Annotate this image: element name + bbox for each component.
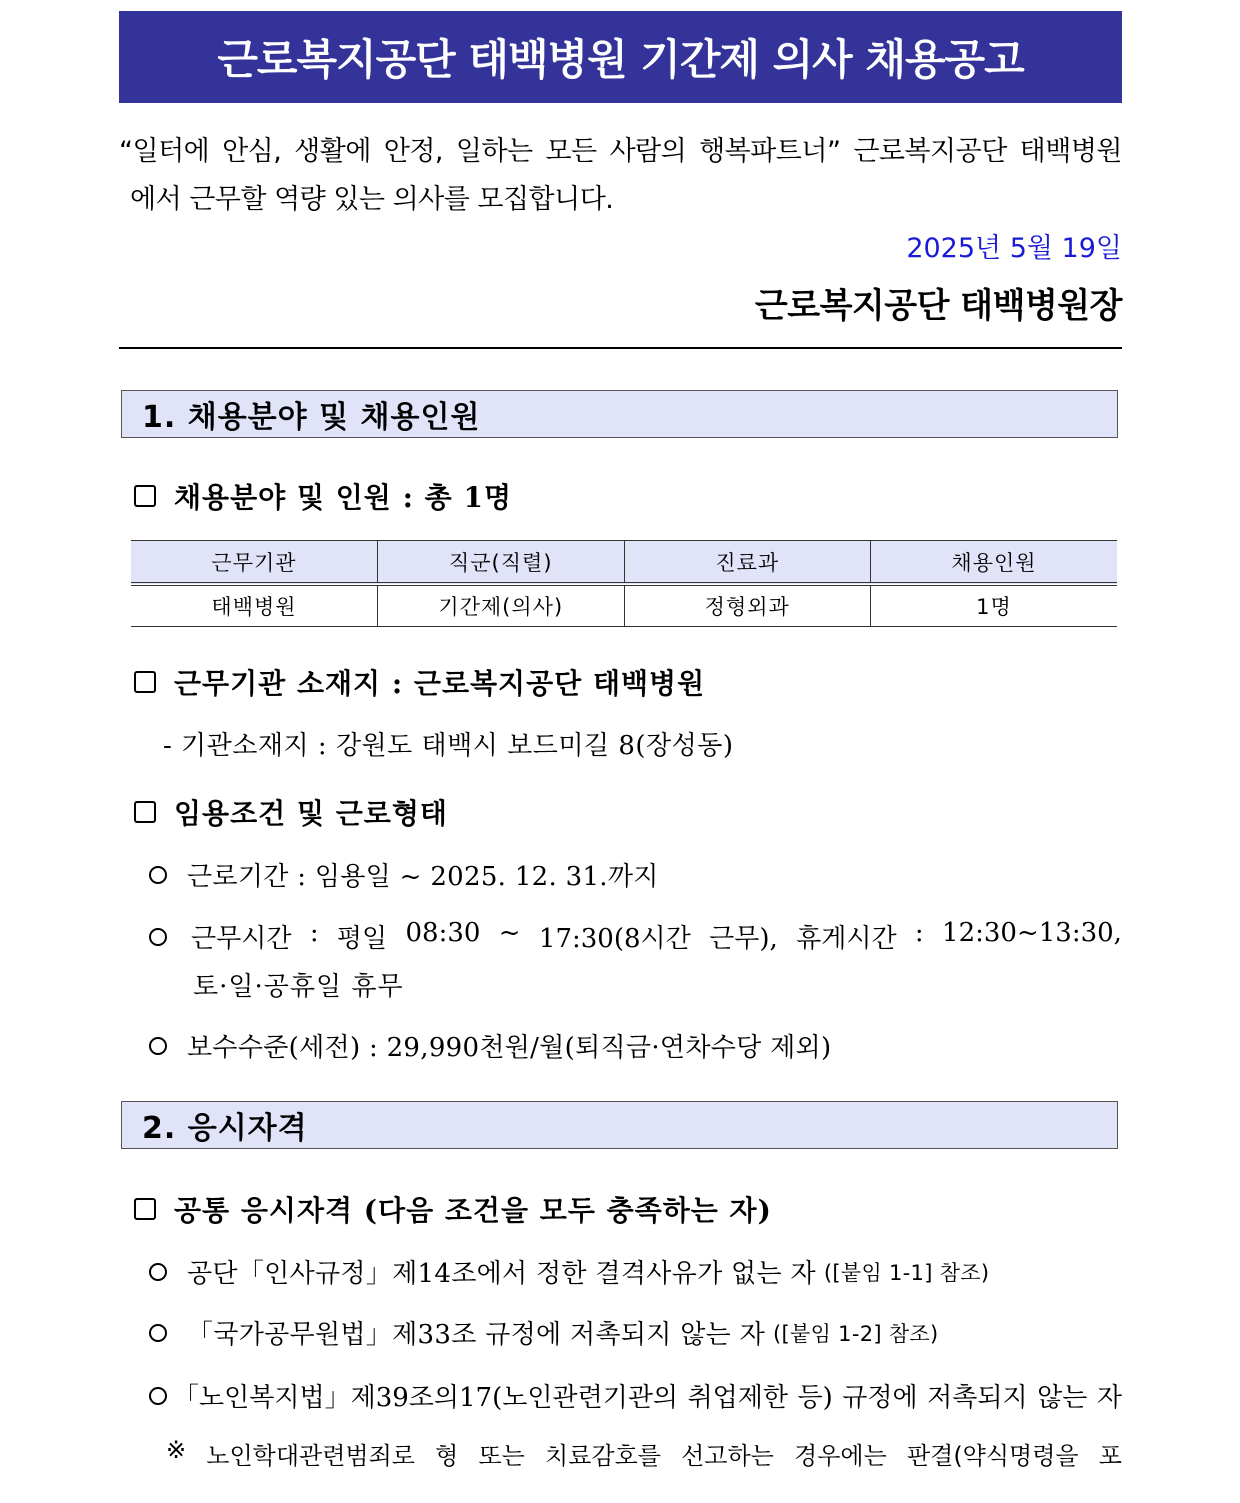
item-text: 임용조건 및 근로형태 [174, 797, 448, 830]
q3-word: 「노인복지법」제39조의17(노인관련기관의 [173, 1383, 679, 1413]
location-detail: - 기관소재지 : 강원도 태백시 보드미길 8(장성동) [163, 731, 734, 761]
hours-word: 휴게시간 [796, 924, 897, 954]
intro-word: 태백병원 [1019, 136, 1122, 167]
reference-note: ([붙임 1-2] 참조) [773, 1321, 939, 1346]
table-cell: 기간제(의사) [378, 584, 625, 627]
hours-word: 평일 [336, 924, 388, 954]
hours-text [191, 918, 1122, 955]
hours-word: ~ [498, 918, 521, 948]
hours-word: : [309, 918, 319, 948]
circle-bullet-icon [149, 1387, 167, 1405]
q3-word: 않는 [1037, 1383, 1088, 1413]
qualification-3 [149, 1377, 1122, 1414]
circle-bullet-icon [149, 1037, 167, 1055]
table-row [131, 584, 1117, 627]
section-1-heading: 1. 채용분야 및 채용인원 [121, 390, 1118, 438]
circle-bullet-icon [149, 1263, 167, 1281]
hours-word: 17:30(8시간 [538, 924, 691, 954]
hours-word: 08:30 [405, 918, 481, 948]
intro-line-1 [119, 128, 1122, 176]
item-location [134, 662, 705, 702]
page-title: 근로복지공단 태백병원 기간제 의사 채용공고 [119, 11, 1122, 103]
table-cell: 1명 [871, 584, 1118, 627]
q3-word: 저촉되지 [927, 1383, 1028, 1413]
table-cell: 정형외과 [624, 584, 871, 627]
item-text: 근로기간 : 임용일 ~ 2025. 12. 31.까지 [187, 862, 659, 892]
q3-word: 취업제한 [687, 1383, 789, 1413]
note-word: 경우에는 [794, 1442, 887, 1470]
item-text: 근무기관 소재지 : 근로복지공단 태백병원 [174, 667, 706, 700]
section-2-heading: 2. 응시자격 [121, 1101, 1118, 1149]
reference-note: ([붙임 1-1] 참조) [823, 1260, 990, 1285]
announcement-date: 2025년 5월 19일 [906, 233, 1122, 264]
condition-hours [149, 918, 1122, 955]
table-cell: 태백병원 [131, 584, 378, 627]
note-word: 형 [435, 1442, 459, 1470]
checkbox-square-icon [134, 485, 156, 507]
q3-word: 규정에 [842, 1383, 918, 1413]
note-word: 치료감호를 [545, 1442, 661, 1470]
circle-bullet-icon [149, 928, 167, 946]
item-text: 보수수준(세전) : 29,990천원/월(퇴직금·연차수당 제외) [187, 1033, 832, 1063]
item-text: 「국가공무원법」제33조 규정에 저촉되지 않는 자 [187, 1320, 766, 1350]
item-recruit-fields [134, 476, 512, 516]
intro-word: 안심, [222, 136, 282, 167]
note-word: ※ [166, 1436, 187, 1464]
column-header: 채용인원 [871, 541, 1118, 585]
hours-continuation: 토·일·공휴일 휴무 [193, 972, 404, 1002]
intro-word: 일하는 [455, 136, 533, 167]
hours-word: 근무시간 [191, 924, 292, 954]
intro-word: 근로복지공단 [853, 136, 1007, 167]
column-header: 직군(직렬) [378, 541, 625, 585]
item-text: 채용분야 및 인원 : 총 1명 [174, 481, 512, 514]
item-text: 공단「인사규정」제14조에서 정한 결격사유가 없는 자 [187, 1259, 816, 1289]
signer-name: 근로복지공단 태백병원장 [754, 286, 1122, 326]
intro-word: “일터에 [119, 136, 210, 167]
note-word: 노인학대관련범죄로 [206, 1442, 415, 1470]
checkbox-square-icon [134, 1198, 156, 1220]
circle-bullet-icon [149, 1324, 167, 1342]
intro-paragraph [119, 128, 1122, 224]
condition-pay [149, 1027, 831, 1064]
intro-word: 행복파트너” [699, 136, 841, 167]
recruit-table [131, 540, 1117, 627]
checkbox-square-icon [134, 801, 156, 823]
checkbox-square-icon [134, 671, 156, 693]
column-header: 진료과 [624, 541, 871, 585]
item-text: 공통 응시자격 (다음 조건을 모두 충족하는 자) [174, 1194, 772, 1227]
divider [119, 347, 1122, 349]
note-word: 선고하는 [681, 1442, 774, 1470]
table-header-row [131, 541, 1117, 585]
hours-word: 근무), [709, 924, 778, 954]
circle-bullet-icon [149, 866, 167, 884]
q3-text [173, 1377, 1122, 1414]
intro-word: 생활에 [294, 136, 371, 167]
note-word: 판결(약식명령을 [906, 1442, 1079, 1470]
item-common-qualification [134, 1189, 772, 1229]
item-conditions [134, 792, 448, 832]
hours-word: 12:30~13:30, [942, 918, 1122, 948]
q3-word: 자 [1096, 1383, 1122, 1413]
intro-word: 안정, [383, 136, 444, 167]
note-word: 포 [1098, 1442, 1122, 1470]
condition-period [149, 856, 659, 893]
note-line [166, 1436, 1122, 1471]
note-word: 또는 [478, 1442, 525, 1470]
q3-word: 등) [797, 1383, 833, 1413]
intro-line-2: 에서 근무할 역량 있는 의사를 모집합니다. [130, 184, 614, 215]
qualification-2 [149, 1314, 939, 1351]
column-header: 근무기관 [131, 541, 378, 585]
hours-word: : [914, 918, 924, 948]
qualification-1 [149, 1253, 989, 1290]
intro-word: 모든 [545, 136, 597, 167]
intro-word: 사람의 [609, 136, 687, 167]
